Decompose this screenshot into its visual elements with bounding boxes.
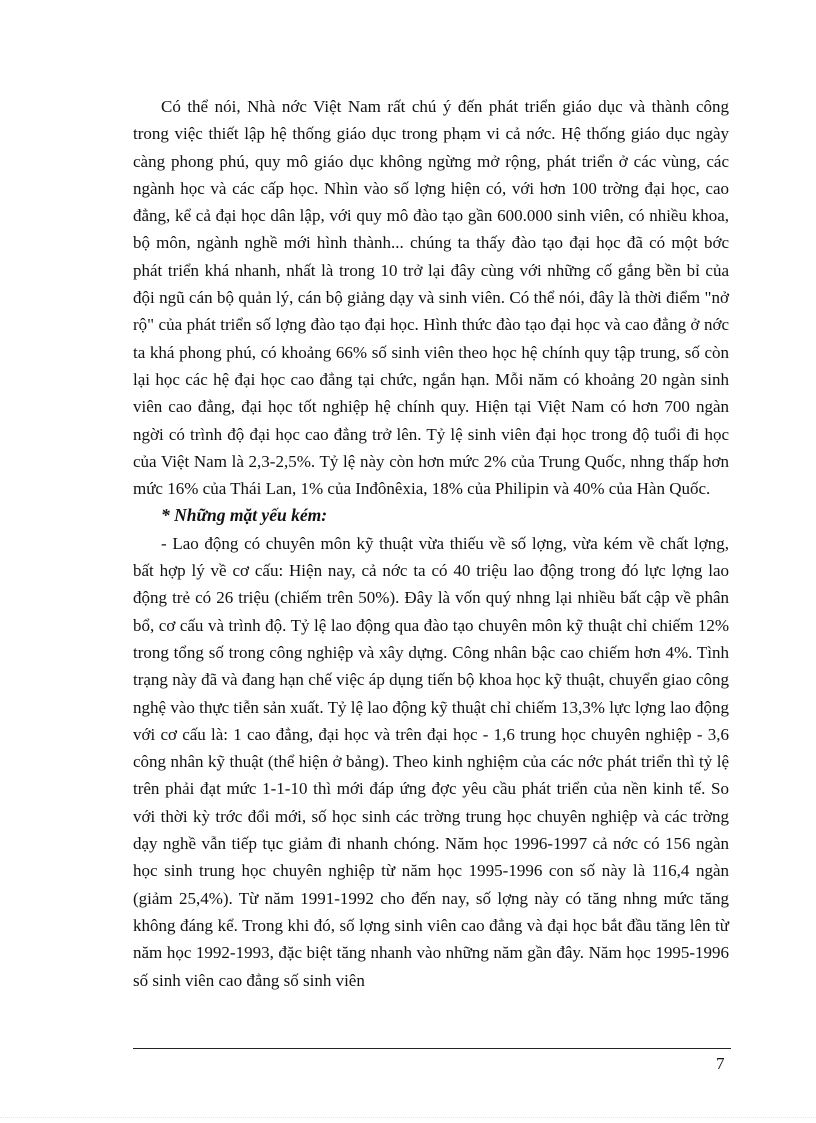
page-body (133, 93, 729, 994)
page-bottom-edge (0, 1117, 816, 1118)
page-number: 7 (716, 1054, 725, 1073)
footer-rule (133, 1048, 731, 1049)
paragraph-education-overview: Có thể nói, Nhà nớc Việt Nam rất chú ý đến phát triển giáo dục và thành công trong việc thiết lập hệ thống giáo dục trong phạm vi cả nớc. Hệ thống giáo dục ngày càng phong phú, quy mô giáo dục không ngừng mở rộng, phát triển ở các vùng, các ngành học và các cấp học. Nhìn vào số lợng hiện có, với hơn 100 trờng đại học, cao đẳng, kể cả đại học dân lập, với quy mô đào tạo gần 600.000 sinh viên, có nhiều khoa, bộ môn, ngành nghề mới hình thành... chúng ta thấy đào tạo đại học đã có một bớc phát triển khá nhanh, nhất là trong 10 trở lại đây cùng với những cố gắng bền bỉ của đội ngũ cán bộ quản lý, cán bộ giảng dạy và sinh viên. Có thể nói, đây là thời điểm "nở rộ" của phát triển số lợng đào tạo đại học. Hình thức đào tạo đại học và cao đẳng ở nớc ta khá phong phú, có khoảng 66% số sinh viên theo học hệ chính quy tập trung, số còn lại học các hệ đại học cao đẳng tại chức, ngắn hạn. Mỗi năm có khoảng 20 ngàn sinh viên cao đẳng, đại học tốt nghiệp hệ chính quy. Hiện tại Việt Nam có hơn 700 ngàn ngời có trình độ đại học cao đẳng trở lên. Tỷ lệ sinh viên đại học trong độ tuổi đi học của Việt Nam là 2,3-2,5%. Tỷ lệ này còn hơn mức 2% của Trung Quốc, nhng thấp hơn mức 16% của Thái Lan, 1% của Inđônêxia, 18% của Philipin và 40% của Hàn Quốc. (133, 97, 729, 499)
section-heading-weaknesses: * Những mặt yếu kém: (161, 505, 328, 526)
paragraph-labor-weaknesses: - Lao động có chuyên môn kỹ thuật vừa thiếu về số lợng, vừa kém về chất lợng, bất hợp lý về cơ cấu: Hiện nay, cả nớc ta có 40 triệu lao động trong đó lực lợng lao động trẻ có 26 triệu (chiếm trên 50%). Đây là vốn quý nhng lại nhiều bất cập về phân bổ, cơ cấu và trình độ. Tỷ lệ lao động qua đào tạo chuyên môn kỹ thuật chỉ chiếm 12% trong tổng số trong công nghiệp và xây dựng. Công nhân bậc cao chiếm hơn 4%. Tình trạng này đã và đang hạn chế việc áp dụng tiến bộ khoa học kỹ thuật, chuyển giao công nghệ vào thực tiễn sản xuất. Tỷ lệ lao động kỹ thuật chỉ chiếm 13,3% lực lợng lao động với cơ cấu là: 1 cao đẳng, đại học và trên đại học - 1,6 trung học chuyên nghiệp - 3,6 công nhân kỹ thuật (thể hiện ở bảng). Theo kinh nghiệm của các nớc phát triển thì tỷ lệ trên phải đạt mức 1-1-10 thì mới đáp ứng đợc yêu cầu phát triển của nền kinh tế. So với thời kỳ trớc đổi mới, số học sinh các trờng trung học chuyên nghiệp và các trờng dạy nghề vẫn tiếp tục giảm đi nhanh chóng. Năm học 1996-1997 cả nớc có 156 ngàn học sinh trung học chuyên nghiệp từ năm học 1995-1996 con số này là 116,4 ngàn (giảm 25,4%). Từ năm 1991-1992 cho đến nay, số lợng này có tăng nhng mức tăng không đáng kể. Trong khi đó, số lợng sinh viên cao đẳng và đại học bắt đầu tăng lên từ năm học 1992-1993, đặc biệt tăng nhanh vào những năm gần đây. Năm học 1995-1996 số sinh viên cao đẳng số sinh viên (133, 533, 729, 990)
